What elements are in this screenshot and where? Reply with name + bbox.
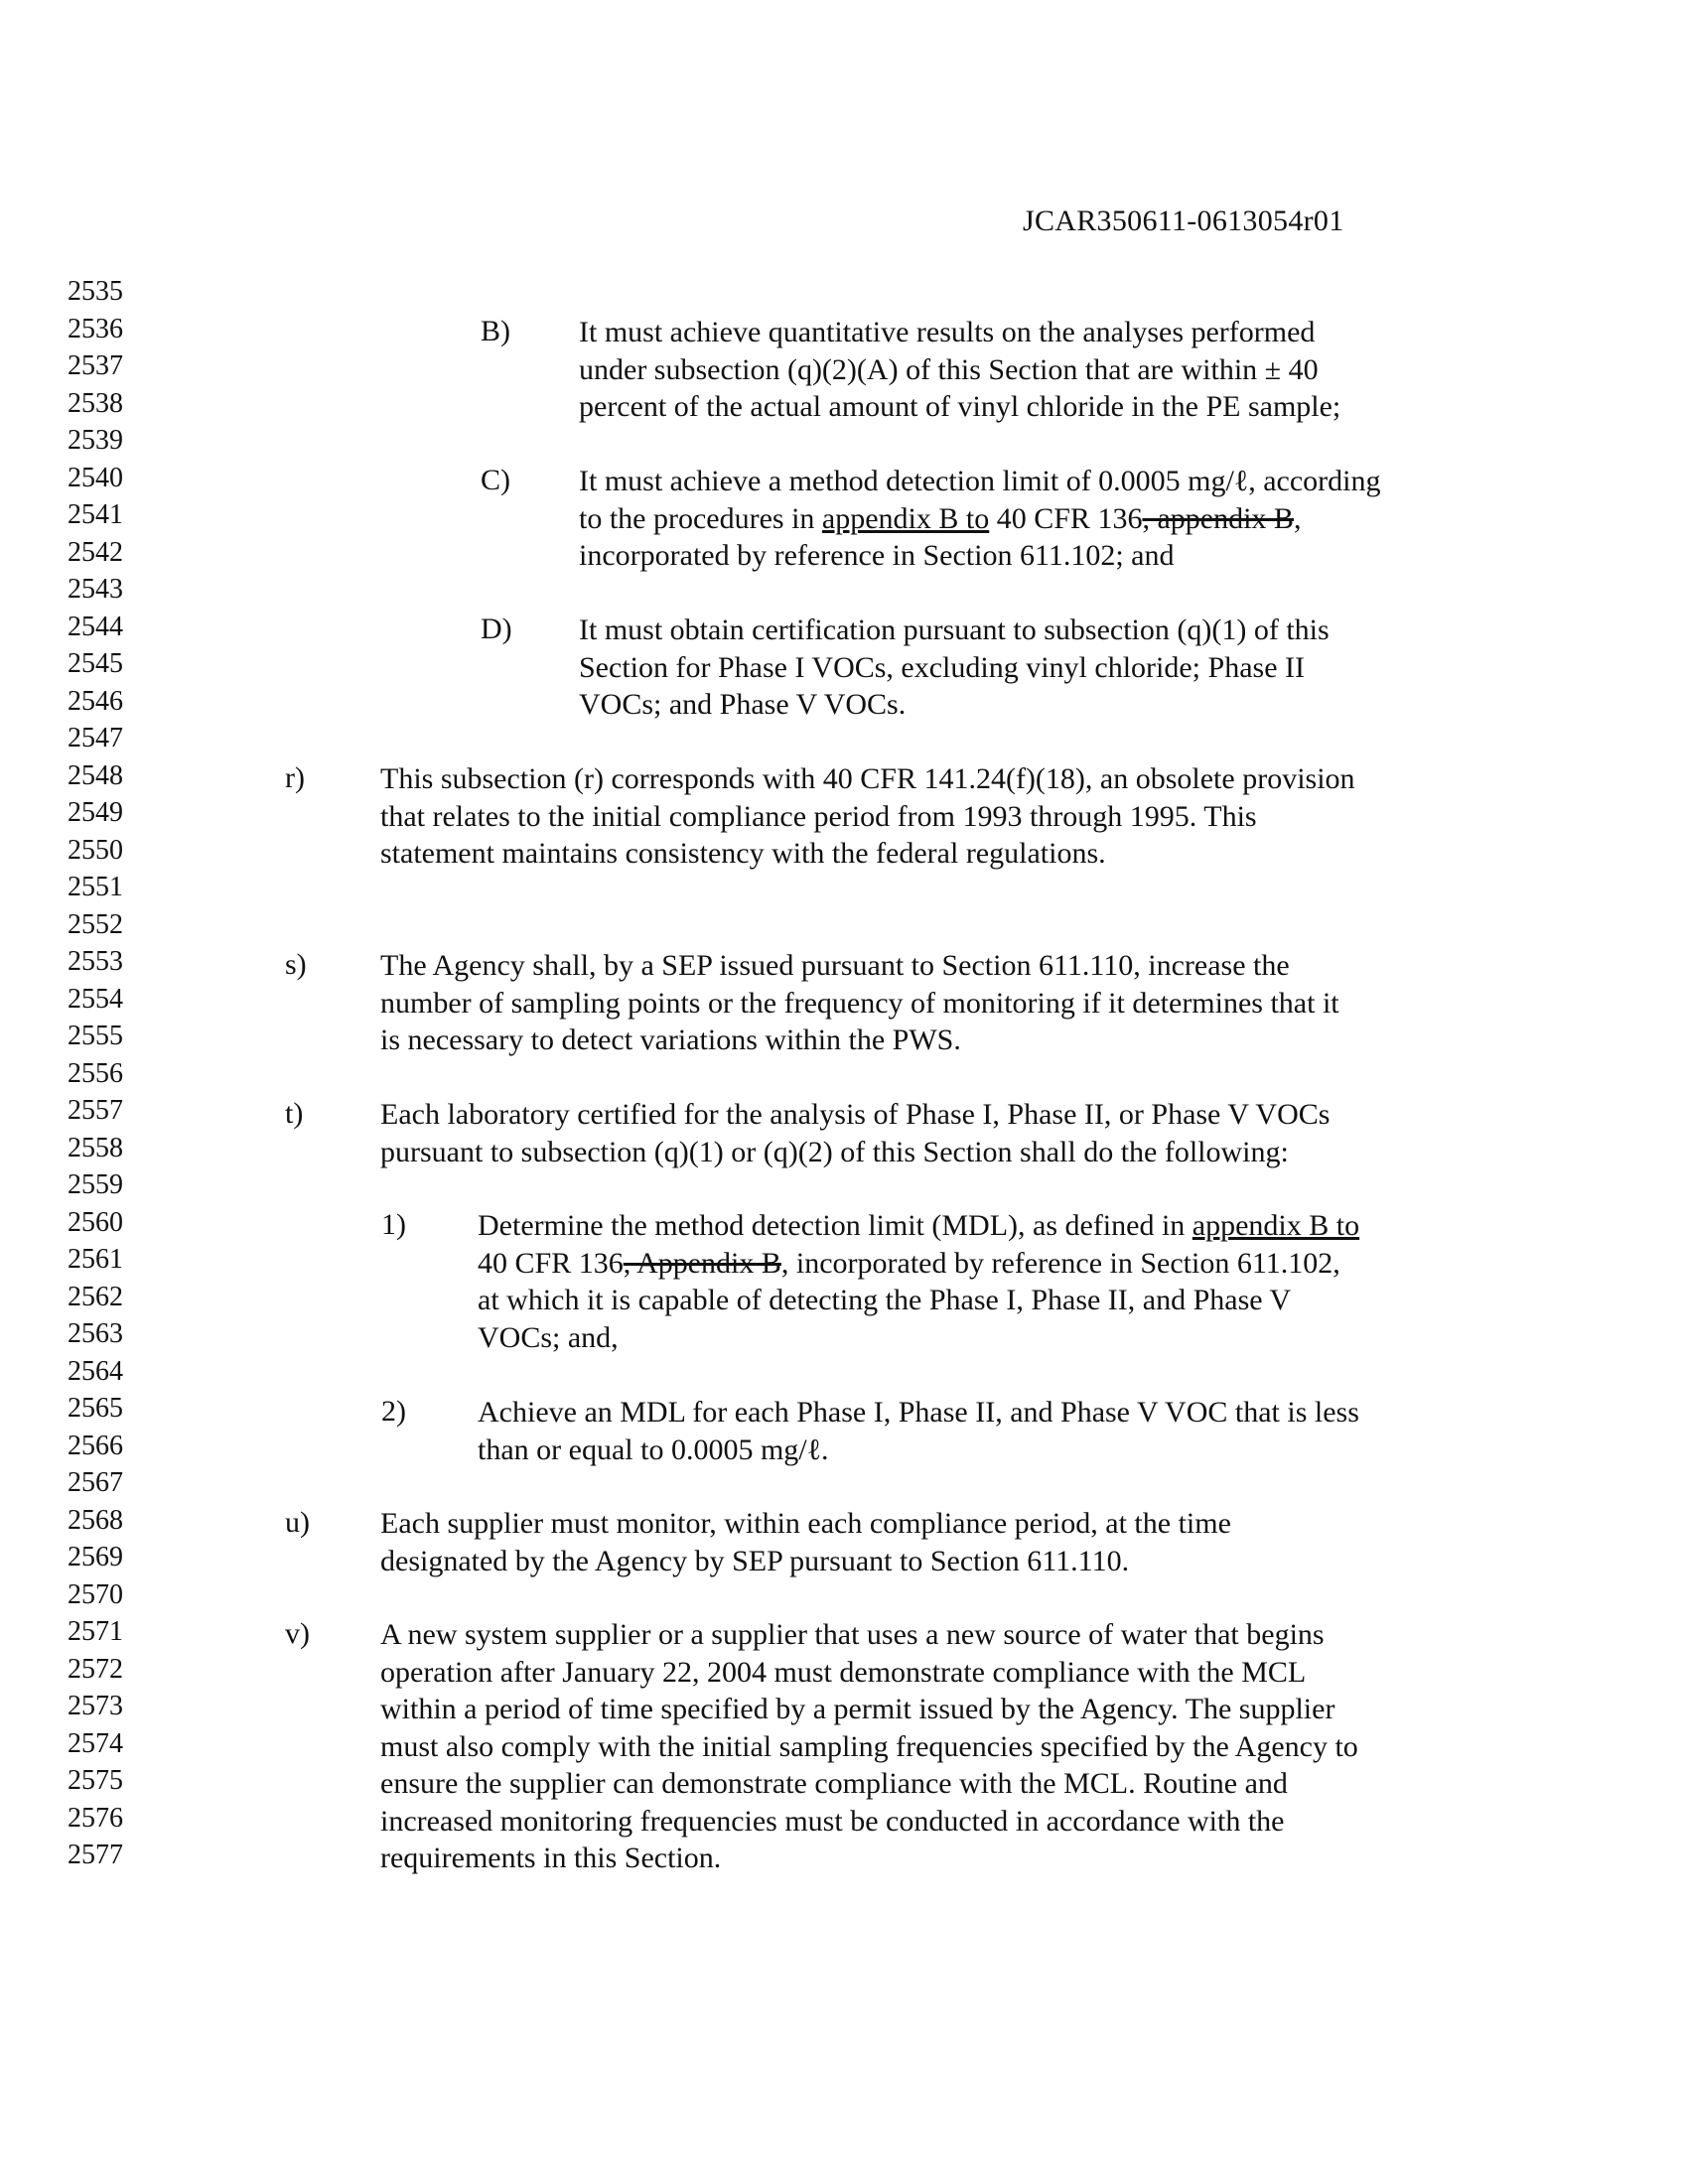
paragraph-u bbox=[380, 1505, 1512, 1579]
paragraph-t2 bbox=[478, 1394, 1510, 1468]
paragraph-line: A new system supplier or a supplier that uses a new source of water that begins bbox=[380, 1618, 1325, 1651]
paragraph-t1 bbox=[478, 1207, 1510, 1356]
line-number: 2575 bbox=[68, 1765, 123, 1796]
line-number: 2565 bbox=[68, 1393, 123, 1424]
paragraph-line: operation after January 22, 2004 must demonstrate compliance with the MCL bbox=[380, 1655, 1307, 1689]
paragraph-line: within a period of time specified by a permit issued by the Agency. The supplier bbox=[380, 1693, 1335, 1725]
line-number: 2560 bbox=[68, 1206, 123, 1238]
paragraph-line: It must achieve quantitative results on the analyses performed bbox=[579, 316, 1316, 348]
text-run: 40 CFR 136 bbox=[478, 1246, 624, 1280]
paragraph-line: Each laboratory certified for the analysis of Phase I, Phase II, or Phase V VOCs bbox=[380, 1098, 1331, 1131]
line-number: 2568 bbox=[68, 1504, 123, 1536]
text-run: , incorporated by reference in Section 611.102, bbox=[780, 1246, 1340, 1280]
paragraph-line: requirements in this Section. bbox=[380, 1842, 722, 1874]
line-number: 2554 bbox=[68, 983, 123, 1015]
line-number: 2553 bbox=[68, 946, 123, 977]
line-number: 2564 bbox=[68, 1355, 123, 1387]
line-number: 2546 bbox=[68, 685, 123, 717]
paragraph-line: number of sampling points or the frequency of monitoring if it determines that it bbox=[380, 986, 1339, 1020]
line-number: 2576 bbox=[68, 1802, 123, 1834]
paragraph-D bbox=[579, 612, 1492, 724]
inserted-text: appendix B to bbox=[821, 501, 990, 535]
line-number: 2544 bbox=[68, 611, 123, 642]
paragraph-line: that relates to the initial compliance period from 1993 through 1995. This bbox=[380, 799, 1257, 833]
line-number: 2551 bbox=[68, 872, 123, 902]
text-run: to the procedures in bbox=[579, 501, 822, 535]
line-number: 2574 bbox=[68, 1727, 123, 1759]
paragraph-line: This subsection (r) corresponds with 40 CFR 141.24(f)(18), an obsolete provision bbox=[380, 762, 1355, 795]
line-number: 2543 bbox=[68, 574, 123, 605]
document-id: JCAR350611-0613054r01 bbox=[1023, 205, 1344, 237]
paragraph-r bbox=[380, 760, 1512, 873]
paragraph-line: Achieve an MDL for each Phase I, Phase II, and Phase V VOC that is less bbox=[478, 1396, 1359, 1429]
text-run: , bbox=[1293, 501, 1302, 535]
line-number: 2570 bbox=[68, 1578, 123, 1610]
paragraph-C bbox=[579, 463, 1502, 575]
paragraph-line: than or equal to 0.0005 mg/ℓ. bbox=[478, 1433, 829, 1466]
paragraph-line: must also comply with the initial sampling frequencies specified by the Agency to bbox=[380, 1729, 1358, 1763]
line-number: 2535 bbox=[68, 276, 123, 307]
paragraph-line: It must achieve a method detection limit of 0.0005 mg/ℓ, according bbox=[579, 465, 1381, 497]
paragraph-line: designated by the Agency by SEP pursuant to Section 611.110. bbox=[380, 1544, 1130, 1577]
paragraph-line: It must obtain certification pursuant to subsection (q)(1) of this bbox=[579, 614, 1330, 646]
inserted-text: appendix B to bbox=[1192, 1209, 1360, 1242]
line-number: 2577 bbox=[68, 1840, 123, 1870]
paragraph-line bbox=[478, 1245, 1510, 1283]
line-number: 2540 bbox=[68, 462, 123, 493]
paragraph-B bbox=[579, 314, 1492, 426]
line-number: 2549 bbox=[68, 797, 123, 828]
line-number: 2569 bbox=[68, 1542, 123, 1572]
paragraph-line: Section for Phase I VOCs, excluding vinyl chloride; Phase II bbox=[579, 650, 1305, 684]
paragraph-line: increased monitoring frequencies must be conducted in accordance with the bbox=[380, 1804, 1285, 1838]
line-number: 2537 bbox=[68, 350, 123, 381]
line-number: 2571 bbox=[68, 1616, 123, 1647]
line-number: 2561 bbox=[68, 1244, 123, 1275]
line-number: 2548 bbox=[68, 759, 123, 791]
paragraph-line: VOCs; and Phase V VOCs. bbox=[579, 688, 907, 721]
paragraph-t bbox=[380, 1096, 1512, 1170]
line-number: 2559 bbox=[68, 1169, 123, 1200]
line-number: 2572 bbox=[68, 1653, 123, 1685]
line-number: 2566 bbox=[68, 1430, 123, 1461]
line-number: 2567 bbox=[68, 1467, 123, 1498]
paragraph-s bbox=[380, 947, 1512, 1059]
paragraph-line: statement maintains consistency with the federal regulations. bbox=[380, 837, 1106, 870]
paragraph-label-v: v) bbox=[285, 1617, 310, 1650]
deleted-text: , appendix B bbox=[1142, 501, 1294, 535]
paragraph-line: VOCs; and, bbox=[478, 1320, 619, 1354]
paragraph-line: Each supplier must monitor, within each compliance period, at the time bbox=[380, 1507, 1231, 1540]
paragraph-line: percent of the actual amount of vinyl chloride in the PE sample; bbox=[579, 390, 1341, 423]
paragraph-line: at which it is capable of detecting the Phase I, Phase II, and Phase V bbox=[478, 1284, 1292, 1316]
paragraph-line: pursuant to subsection (q)(1) or (q)(2) of this Section shall do the following: bbox=[380, 1135, 1289, 1168]
text-run: Determine the method detection limit (MDL), as defined in bbox=[478, 1209, 1193, 1242]
line-number: 2556 bbox=[68, 1057, 123, 1089]
line-number: 2547 bbox=[68, 723, 123, 753]
paragraph-line bbox=[579, 500, 1502, 538]
line-number: 2562 bbox=[68, 1281, 123, 1312]
line-number: 2538 bbox=[68, 387, 123, 419]
paragraph-label-B: B) bbox=[481, 315, 510, 347]
line-number: 2541 bbox=[68, 499, 123, 530]
line-number: 2539 bbox=[68, 425, 123, 456]
line-number: 2550 bbox=[68, 834, 123, 866]
line-number: 2558 bbox=[68, 1132, 123, 1163]
paragraph-line: under subsection (q)(2)(A) of this Section that are within ± 40 bbox=[579, 352, 1319, 386]
line-number: 2545 bbox=[68, 648, 123, 679]
line-number: 2552 bbox=[68, 908, 123, 940]
paragraph-label-C: C) bbox=[481, 464, 510, 496]
paragraph-line: ensure the supplier can demonstrate compliance with the MCL. Routine and bbox=[380, 1767, 1288, 1800]
paragraph-line: incorporated by reference in Section 611.102; and bbox=[579, 539, 1175, 572]
line-number: 2573 bbox=[68, 1691, 123, 1721]
paragraph-label-t: t) bbox=[285, 1097, 304, 1130]
line-number: 2555 bbox=[68, 1021, 123, 1051]
line-number: 2557 bbox=[68, 1095, 123, 1126]
paragraph-line: is necessary to detect variations within the PWS. bbox=[380, 1024, 961, 1056]
paragraph-label-D: D) bbox=[481, 613, 512, 645]
paragraph-v bbox=[380, 1616, 1522, 1877]
paragraph-label-r: r) bbox=[285, 761, 305, 794]
line-number: 2542 bbox=[68, 536, 123, 568]
text-run: 40 CFR 136 bbox=[989, 501, 1143, 535]
deleted-text: , Appendix B bbox=[623, 1246, 781, 1280]
paragraph-label-t1: 1) bbox=[381, 1208, 406, 1241]
line-number: 2536 bbox=[68, 313, 123, 344]
line-number: 2563 bbox=[68, 1318, 123, 1349]
paragraph-line bbox=[478, 1207, 1510, 1245]
paragraph-label-u: u) bbox=[285, 1506, 310, 1539]
paragraph-label-s: s) bbox=[285, 948, 307, 981]
paragraph-line: The Agency shall, by a SEP issued pursuant to Section 611.110, increase the bbox=[380, 949, 1290, 982]
paragraph-label-t2: 2) bbox=[381, 1395, 406, 1428]
